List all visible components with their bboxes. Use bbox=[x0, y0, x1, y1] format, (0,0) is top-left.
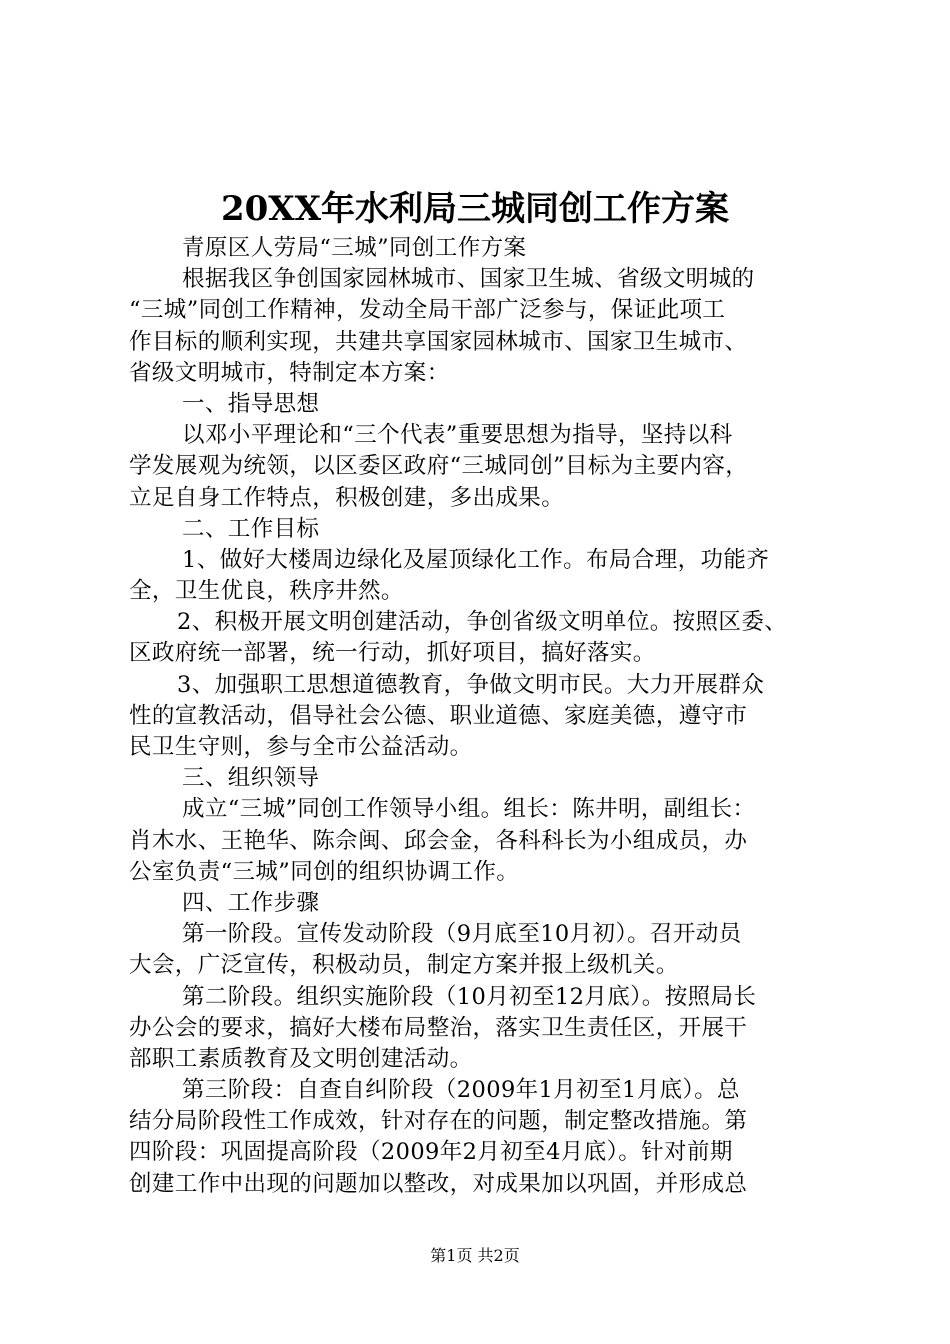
document-body bbox=[129, 233, 829, 1200]
paragraph-line: 学发展观为统领，以区委区政府“三城同创”目标为主要内容， bbox=[129, 453, 749, 480]
section-heading: 二、工作目标 bbox=[182, 515, 320, 542]
paragraph-line: 大会，广泛宣传，积极动员，制定方案并报上级机关。 bbox=[129, 952, 679, 979]
section-heading: 四、工作步骤 bbox=[182, 889, 320, 916]
paragraph-line: 3、加强职工思想道德教育，争做文明市民。大力开展群众 bbox=[177, 671, 765, 698]
paragraph-line: 公室负责“三城”同创的组织协调工作。 bbox=[129, 858, 520, 885]
paragraph-line: 部职工素质教育及文明创建活动。 bbox=[129, 1045, 473, 1072]
section-heading: 三、组织领导 bbox=[182, 765, 320, 792]
paragraph-line: 第一阶段。宣传发动阶段（9月底至10月初）。召开动员 bbox=[182, 921, 742, 948]
paragraph-line: 创建工作中出现的问题加以整改，对成果加以巩固，并形成总 bbox=[129, 1170, 748, 1197]
paragraph-line: 根据我区争创国家园林城市、国家卫生城、省级文明城的 bbox=[182, 266, 755, 293]
document-title: 20XX年水利局三城同创工作方案 bbox=[220, 189, 730, 229]
paragraph-line: “三城”同创工作精神，发动全局干部广泛参与，保证此项工 bbox=[129, 297, 726, 324]
subtitle-line: 青原区人劳局“三城”同创工作方案 bbox=[182, 235, 527, 261]
paragraph-line: 成立“三城”同创工作领导小组。组长：陈井明，副组长： bbox=[182, 796, 756, 823]
paragraph-line: 民卫生守则，参与全市公益活动。 bbox=[129, 734, 473, 760]
paragraph-line: 以邓小平理论和“三个代表”重要思想为指导，坚持以科 bbox=[182, 422, 733, 449]
paragraph-line: 肖木水、王艳华、陈佘闽、邱会金，各科科长为小组成员，办 bbox=[129, 827, 748, 854]
paragraph-line: 结分局阶段性工作成效，针对存在的问题，制定整改措施。第 bbox=[129, 1108, 748, 1135]
paragraph-line: 第二阶段。组织实施阶段（10月初至12月底）。按照局长 bbox=[182, 983, 757, 1010]
paragraph-line: 区政府统一部署，统一行动，抓好项目，搞好落实。 bbox=[129, 640, 656, 667]
paragraph-line: 立足自身工作特点，积极创建，多出成果。 bbox=[129, 484, 565, 511]
paragraph-line: 2、积极开展文明创建活动，争创省级文明单位。按照区委、 bbox=[177, 609, 788, 636]
page-number: 第1页 共2页 bbox=[430, 1246, 520, 1265]
paragraph-line: 省级文明城市，特制定本方案： bbox=[129, 359, 450, 386]
paragraph-line: 办公会的要求，搞好大楼布局整治，落实卫生责任区，开展干 bbox=[129, 1014, 748, 1041]
paragraph-line: 作目标的顺利实现，共建共享国家园林城市、国家卫生城市、 bbox=[129, 328, 748, 355]
paragraph-line: 第三阶段：自查自纠阶段（2009年1月初至1月底）。总 bbox=[182, 1077, 740, 1104]
paragraph-line: 性的宣教活动，倡导社会公德、职业道德、家庭美德，遵守市 bbox=[129, 702, 748, 729]
paragraph-line: 全，卫生优良，秩序井然。 bbox=[129, 578, 404, 605]
paragraph-line: 四阶段：巩固提高阶段（2009年2月初至4月底）。针对前期 bbox=[129, 1139, 733, 1166]
paragraph-line: 1、做好大楼周边绿化及屋顶绿化工作。布局合理，功能齐 bbox=[182, 546, 770, 573]
section-heading: 一、指导思想 bbox=[182, 390, 320, 417]
